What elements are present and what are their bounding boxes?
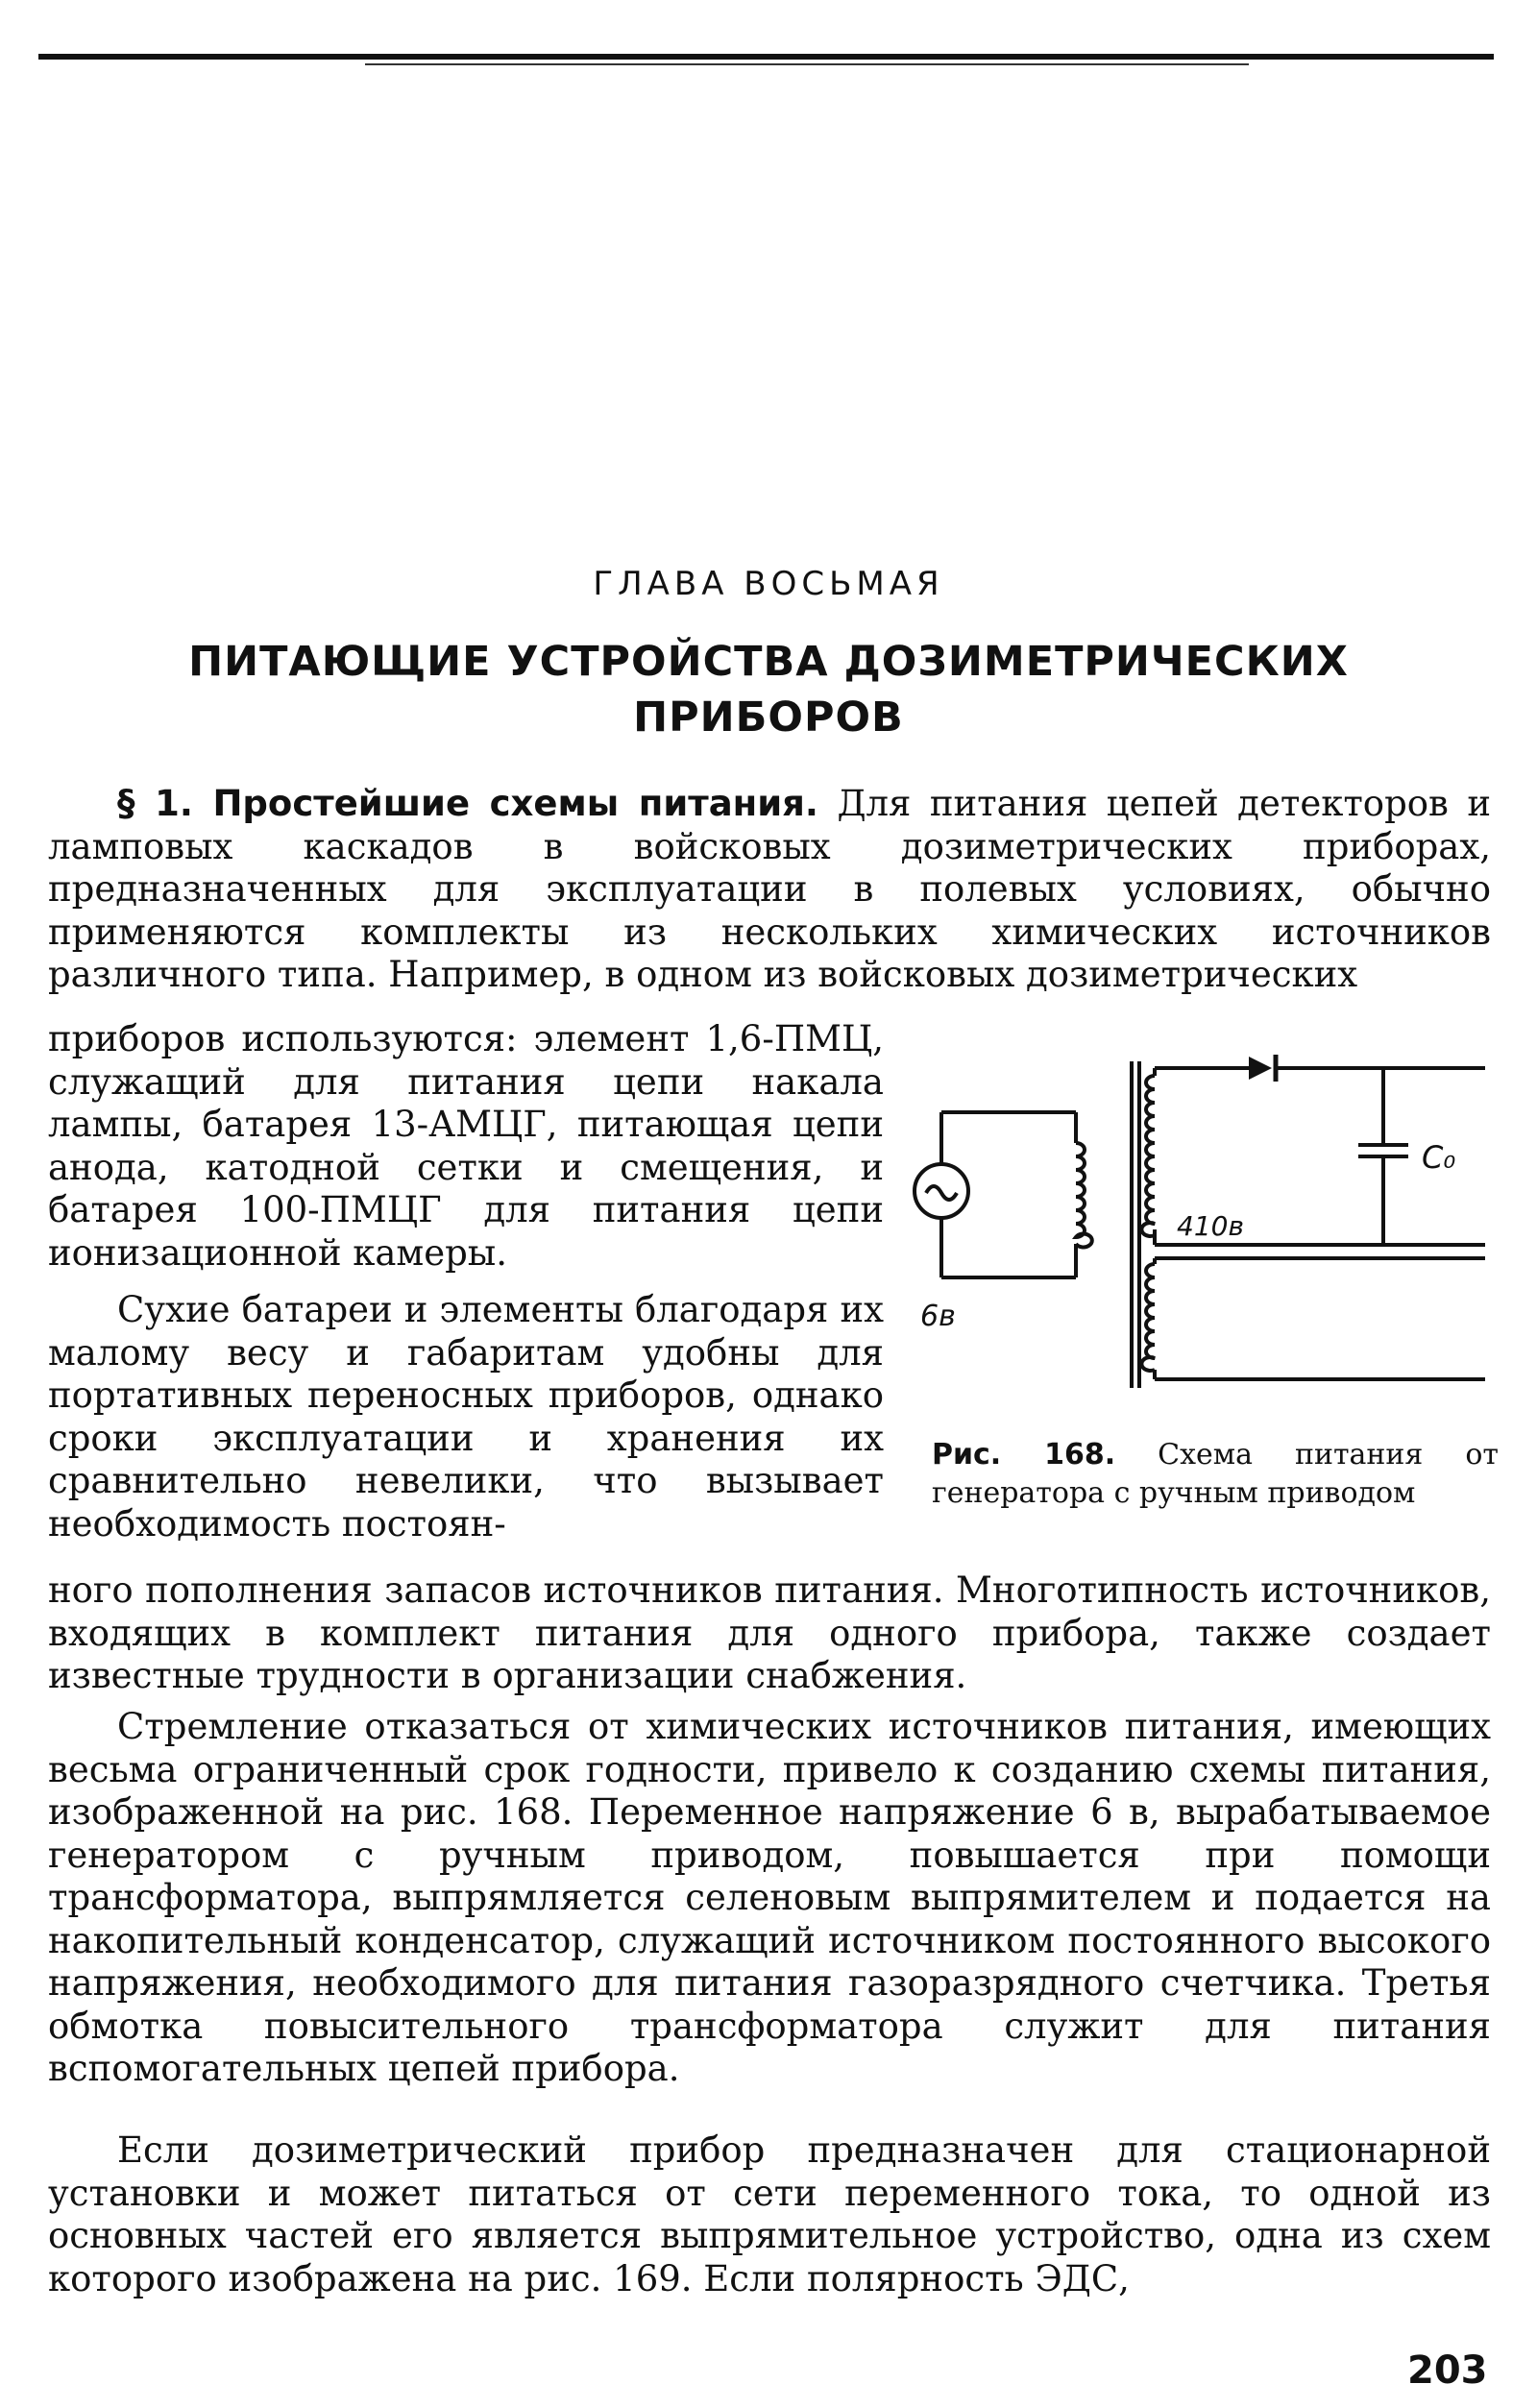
primary-winding xyxy=(1076,1143,1092,1248)
paragraph-1-narrow: приборов используются: элемент 1,6-ПМЦ, служащий для питания цепи накала лампы, батарея 13-АМЦГ, питающая цепи анода, катодной сетки и смещения, и батарея 100-ПМЦГ для питания цепи ионизационной камеры. xyxy=(48,1018,884,1274)
paragraph-3: Стремление отказаться от химических источников питания, имеющих весьма ограниченный срок годности, привело к созданию схемы питания, изображенной на рис. 168. Переменное напряжение 6 в, вырабатываемое генератором с ручным приводом, повышается при помощи трансформатора, выпрямляется селеновым выпрямителем и подается на накопительный конденсатор, служащий источником постоянного высокого напряжения, необходимого для питания газоразрядного счетчика. Третья обмотка повысительного трансформатора служит для питания вспомогательных цепей прибора. xyxy=(48,1706,1491,2089)
top-rule-thin xyxy=(365,63,1249,65)
top-rule-thick xyxy=(38,54,1494,60)
capacitor-label: C₀ xyxy=(1422,1139,1456,1176)
selenium-rectifier-icon xyxy=(1249,1055,1276,1082)
caption-text: Схема питания от генератора с ручным приводом xyxy=(932,1438,1499,1510)
caption-label: Рис. 168. xyxy=(932,1438,1116,1472)
page-number: 203 xyxy=(1407,2348,1488,2393)
chapter-label: ГЛАВА ВОСЬМАЯ xyxy=(593,565,944,603)
secondary-winding xyxy=(1141,1076,1155,1236)
ac-sine-icon xyxy=(926,1186,957,1200)
paragraph-1-full xyxy=(48,783,1491,997)
paragraph-4: Если дозиметрический прибор предназначен для стационарной установки и может питаться от сети переменного тока, то одной из основных частей его является выпрямительное устройство, одна из схем которого изображена на рис. 169. Если полярность ЭДС, xyxy=(48,2129,1491,2299)
output-voltage-label: 410в xyxy=(1177,1210,1244,1242)
chapter-title: ПИТАЮЩИЕ УСТРОЙСТВА ДОЗИМЕТРИЧЕСКИХ ПРИБОРОВ xyxy=(188,638,1349,742)
input-voltage-label: 6в xyxy=(920,1300,956,1333)
paragraph-2-narrow: Сухие батареи и элементы благодаря их малому весу и габаритам удобны для портативных переносных приборов, однако сроки эксплуатации и хранения их сравнительно невелики, что вызывает необходимость постоян- xyxy=(48,1289,884,1545)
paragraph-2-full: ного пополнения запасов источников питания. Многотипность источников, входящих в комплект питания для одного прибора, также создает известные трудности в организации снабжения. xyxy=(48,1569,1491,1696)
figure-caption xyxy=(932,1436,1499,1513)
top-rule xyxy=(38,50,1494,60)
paragraph-1-text: Для питания цепей детекторов и ламповых каскадов в войсковых дозиметрических приборах, предназначенных для эксплуатации в полевых условиях, обычно применяются комплекты из нескольких химических источников различного типа. Например, в одном из войсковых дозиметрических xyxy=(48,783,1491,995)
section-heading: § 1. Простейшие схемы питания. xyxy=(117,783,818,824)
figure-168-circuit xyxy=(903,1047,1499,1402)
tertiary-winding xyxy=(1141,1264,1155,1371)
circuit-diagram xyxy=(903,1047,1499,1402)
